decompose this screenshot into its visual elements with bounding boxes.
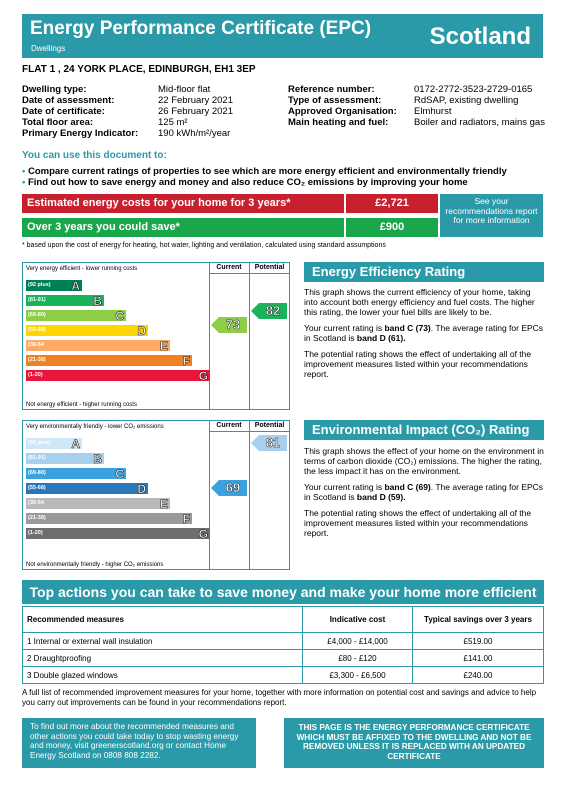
band-letter: F — [182, 512, 190, 526]
current-column-header: Current — [216, 422, 242, 429]
potential-column-header: Potential — [254, 422, 285, 429]
rating-band-b — [26, 295, 104, 306]
band-range: (1-20) — [28, 530, 43, 536]
band-range: (39-54 — [28, 342, 44, 348]
detail-row — [288, 84, 546, 95]
detail-row — [288, 95, 546, 106]
save-label: Over 3 years you could save* — [22, 218, 344, 237]
actions-table — [22, 606, 544, 684]
rating-band-d — [26, 483, 148, 494]
bullet-icon: • — [22, 166, 26, 177]
rating-band-f — [26, 513, 192, 524]
rating-band-g — [26, 370, 210, 381]
detail-label: Primary Energy Indicator: — [22, 128, 139, 139]
band-letter: G — [198, 369, 208, 383]
detail-row — [22, 106, 282, 117]
ei-paragraph: This graph shows the effect of your home on the environment in terms of carbon dioxide (CO₂) emissions. The higher the rating, the less impact it has on the environment. — [304, 446, 544, 476]
measure-cell: 3 Double glazed windows — [23, 667, 303, 684]
use-bullets — [22, 166, 552, 188]
band-letter: A — [71, 279, 80, 293]
band-range: (69-80) — [28, 312, 46, 318]
band-letter: E — [159, 497, 168, 511]
ei-paragraph: Your current rating is band C (69). The average rating for EPCs in Scotland is band D (59). — [304, 482, 544, 502]
ei-panel-title: Environmental Impact (CO₂) Rating — [304, 420, 544, 440]
detail-value: RdSAP, existing dwelling — [414, 95, 519, 106]
band-letter: E — [159, 339, 168, 353]
ei-paragraph: The potential rating shows the effect of undertaking all of the improvement measures listed within your recommendations report. — [304, 508, 532, 538]
table-row — [23, 650, 544, 667]
actions-title: Top actions you can take to save money and make your home more efficient — [22, 580, 544, 604]
epc-header — [22, 14, 543, 58]
rating-band-a — [26, 280, 82, 291]
potential-rating-arrow: 81 — [259, 435, 287, 451]
band-range: (1-20) — [28, 372, 43, 378]
cost-cell: £3,300 - £6,500 — [303, 667, 413, 684]
rating-band-f — [26, 355, 192, 366]
band-range: (69-80) — [28, 470, 46, 476]
band-letter: G — [198, 527, 208, 541]
table-row — [23, 667, 544, 684]
ee-paragraph: This graph shows the current efficiency of your home, taking into account both energy efficiency and fuel costs. The higher this rating, the lower your fuel bills are likely to be. — [304, 287, 535, 317]
potential-column-header: Potential — [254, 264, 285, 271]
band-range: (21-38) — [28, 357, 46, 363]
cost-cell: £80 - £120 — [303, 650, 413, 667]
detail-value: 26 February 2021 — [158, 106, 233, 117]
detail-row — [288, 106, 546, 117]
measure-cell: 2 Draughtproofing — [23, 650, 303, 667]
current-column-header: Current — [216, 264, 242, 271]
detail-row — [288, 117, 546, 128]
detail-row — [22, 117, 282, 128]
ee-panel-title: Energy Efficiency Rating — [304, 262, 544, 282]
bullet-text: Compare current ratings of properties to see which are more energy efficient and environmentally friendly — [27, 166, 507, 177]
current-rating-arrow: 73 — [219, 317, 247, 333]
rating-band-e — [26, 498, 170, 509]
environmental-impact-chart — [22, 420, 290, 570]
save-value: £900 — [346, 218, 438, 237]
chart-bottom-caption: Not energy efficient - higher running costs — [26, 402, 137, 408]
detail-value: 125 m² — [158, 117, 188, 128]
savings-cell: £240.00 — [413, 667, 544, 684]
detail-value: 22 February 2021 — [158, 95, 233, 106]
country-label: Scotland — [429, 23, 531, 50]
chart-top-caption: Very energy efficient - lower running costs — [26, 266, 138, 272]
more-info-box: To find out more about the recommended measures and other actions you could take today to stop wasting energy and money, visit greenerscotland.org or contact Home Energy Scotland on 0808 808 2282. — [22, 718, 256, 768]
measure-cell: 1 Internal or external wall insulation — [23, 633, 303, 650]
band-range: (92 plus) — [28, 440, 51, 446]
detail-label: Total floor area: — [22, 117, 94, 128]
energy-efficiency-chart — [22, 262, 290, 410]
band-range: (55-68) — [28, 327, 46, 333]
band-range: (55-68) — [28, 485, 46, 491]
rating-band-g — [26, 528, 210, 539]
actions-note: A full list of recommended improvement measures for your home, together with more information on potential cost and savings and advice to help you carry out improvements can be found in your recommendations report. — [22, 688, 537, 707]
bullet-text: Find out how to save energy and money and also reduce CO₂ emissions by improving your home — [27, 177, 468, 188]
band-range: (92 plus) — [28, 282, 51, 288]
band-range: (81-91) — [28, 455, 46, 461]
col-header-savings: Typical savings over 3 years — [413, 607, 544, 633]
detail-row — [22, 128, 282, 139]
detail-value: Boiler and radiators, mains gas — [414, 117, 545, 128]
potential-rating-arrow: 82 — [259, 303, 287, 319]
chart-top-caption: Very environmentally friendly - lower CO₂ emissions — [26, 424, 164, 430]
band-letter: F — [182, 354, 190, 368]
bullet-item — [22, 177, 552, 188]
band-letter: B — [93, 294, 102, 308]
detail-label: Dwelling type: — [22, 84, 87, 95]
band-range: (39-54 — [28, 500, 44, 506]
current-rating-arrow: 69 — [219, 480, 247, 496]
detail-value: Elmhurst — [414, 106, 452, 117]
cost-cell: £4,000 - £14,000 — [303, 633, 413, 650]
rating-band-b — [26, 453, 104, 464]
detail-label: Approved Organisation: — [288, 106, 397, 117]
rating-band-e — [26, 340, 170, 351]
page-title: Energy Performance Certificate (EPC) — [30, 18, 372, 39]
detail-value: 0172-2772-3523-2729-0165 — [414, 84, 533, 95]
detail-label: Reference number: — [288, 84, 375, 95]
bullet-item — [22, 166, 552, 177]
detail-value: Mid-floor flat — [158, 84, 211, 95]
detail-label: Date of certificate: — [22, 106, 105, 117]
col-header-measures: Recommended measures — [23, 607, 303, 633]
band-letter: D — [137, 324, 146, 338]
savings-cell: £519.00 — [413, 633, 544, 650]
detail-label: Type of assessment: — [288, 95, 382, 106]
detail-label: Main heating and fuel: — [288, 117, 389, 128]
property-address: FLAT 1 , 24 YORK PLACE, EDINBURGH, EH1 3EP — [22, 64, 256, 75]
rating-band-a — [26, 438, 82, 449]
table-header-row — [23, 607, 544, 633]
estimated-cost-label: Estimated energy costs for your home for 3 years* — [22, 194, 344, 213]
rating-band-c — [26, 468, 126, 479]
estimated-cost-value: £2,721 — [346, 194, 438, 213]
col-header-cost: Indicative cost — [303, 607, 413, 633]
rating-band-d — [26, 325, 148, 336]
chart-bottom-caption: Not environmentally friendly - higher CO₂ emissions — [26, 562, 164, 568]
band-letter: C — [115, 467, 124, 481]
ei-panel-text — [304, 446, 544, 544]
ee-panel-text — [304, 287, 544, 385]
band-letter: D — [137, 482, 146, 496]
savings-cell: £141.00 — [413, 650, 544, 667]
band-range: (81-91) — [28, 297, 46, 303]
ee-paragraph: Your current rating is band C (73). The average rating for EPCs in Scotland is band D (61). — [304, 323, 544, 343]
detail-row — [22, 95, 282, 106]
detail-value: 190 kWh/m²/year — [158, 128, 231, 139]
use-heading: You can use this document to: — [22, 150, 167, 161]
band-letter: A — [71, 437, 80, 451]
details-right — [288, 84, 546, 128]
detail-row — [22, 84, 282, 95]
rating-band-c — [26, 310, 126, 321]
detail-label: Date of assessment: — [22, 95, 115, 106]
band-range: (21-38) — [28, 515, 46, 521]
page-subtitle: Dwellings — [31, 44, 66, 53]
band-letter: C — [115, 309, 124, 323]
bullet-icon: • — [22, 177, 26, 188]
certificate-notice-box: THIS PAGE IS THE ENERGY PERFORMANCE CERTIFICATE WHICH MUST BE AFFIXED TO THE DWELLING AND NOT BE REMOVED UNLESS IT IS REPLACED WITH AN UPDATED CERTIFICATE — [284, 718, 544, 768]
see-recommendations-box: See your recommendations report for more information — [440, 194, 543, 237]
cost-footnote: * based upon the cost of energy for heating, hot water, lighting and ventilation, calculated using standard assumptions — [22, 242, 386, 249]
ee-paragraph: The potential rating shows the effect of undertaking all of the improvement measures listed within your recommendations report. — [304, 349, 532, 379]
table-row — [23, 633, 544, 650]
band-letter: B — [93, 452, 102, 466]
details-left — [22, 84, 282, 139]
